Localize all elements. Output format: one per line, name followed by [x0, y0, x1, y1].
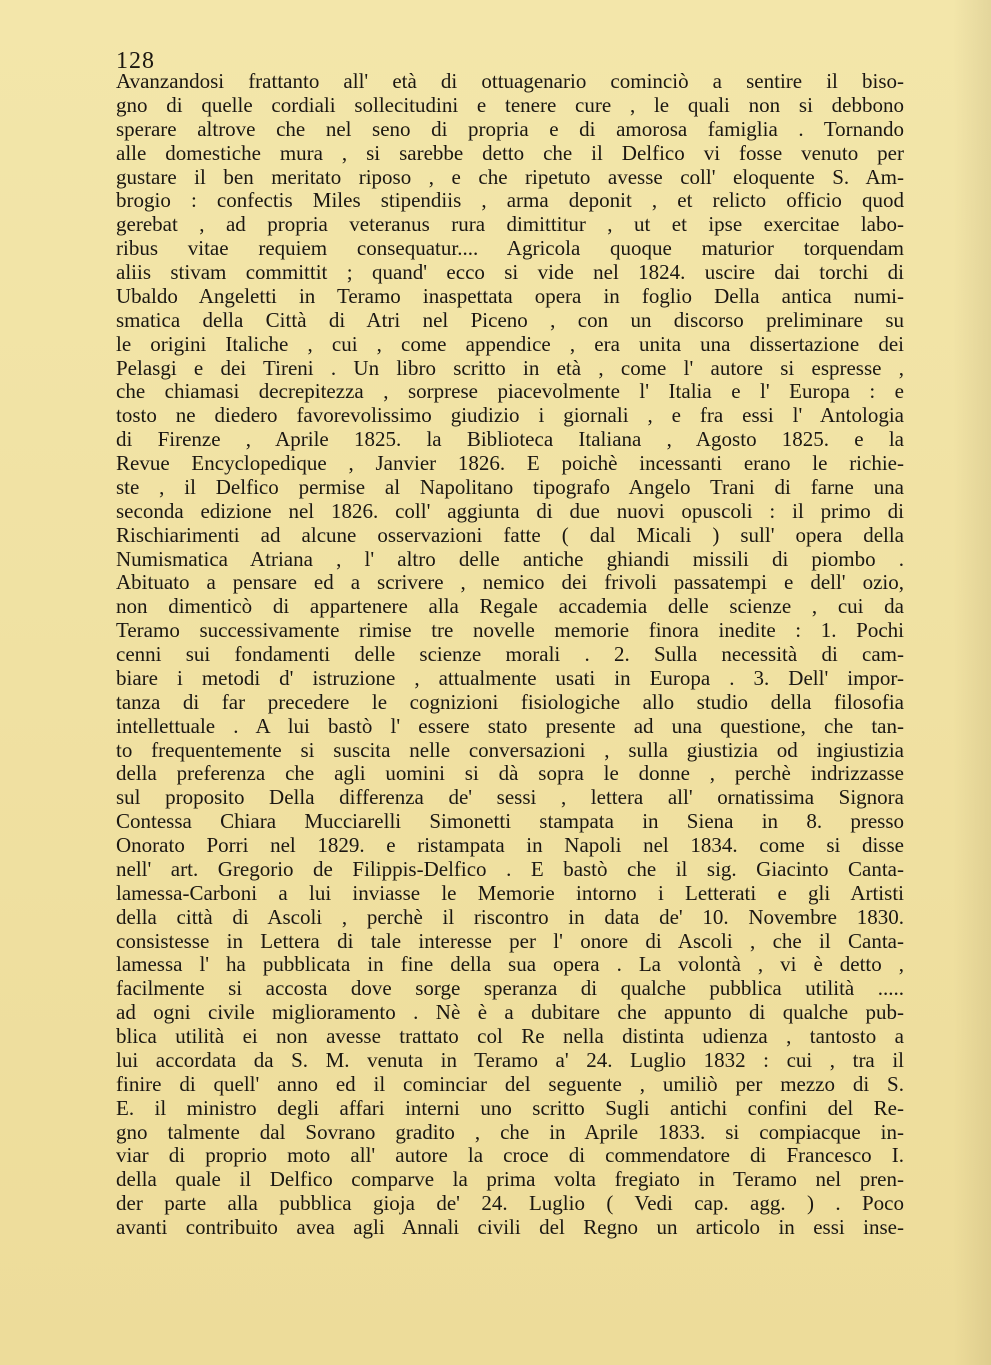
page-number: 128	[116, 48, 155, 74]
text-line: blica utilità ei non avesse trattato col Re nella distinta udienza , tantosto a	[116, 1025, 904, 1048]
text-line: Pelasgi e dei Tireni . Un libro scritto in età , come l' autore si espresse ,	[116, 356, 904, 380]
text-line: ad ogni civile miglioramento . Nè è a dubitare che appunto di qualche pub-	[116, 1001, 904, 1025]
text-line: Abituato a pensare ed a scrivere , nemico dei frivoli passatempi e dell' ozio,	[116, 571, 904, 595]
text-line: della città di Ascoli , perchè il riscontro in data de' 10. Novembre 1830.	[116, 905, 904, 929]
text-line: gno di quelle cordiali sollecitudini e tenere cure , le quali non si debbono	[116, 93, 904, 117]
text-line: Onorato Porri nel 1829. e ristampata in Napoli nel 1834. come si disse	[116, 834, 904, 857]
text-line: finire di quell' anno ed il cominciar del seguente , umiliò per mezzo di S.	[116, 1072, 904, 1096]
text-line: che chiamasi decrepitezza , sorprese piacevolmente l' Italia e l' Europa : e	[116, 380, 904, 404]
text-line: der parte alla pubblica gioja de' 24. Luglio ( Vedi cap. agg. ) . Poco	[116, 1192, 904, 1216]
text-line: lamessa-Carboni a lui inviasse le Memorie intorno i Letterati e gli Artisti	[116, 881, 904, 905]
text-line: gustare il ben meritato riposo , e che ripetuto avesse coll' eloquente S. Am-	[116, 165, 904, 189]
scan-shadow	[953, 0, 991, 1365]
text-line: le origini Italiche , cui , come appendice , era unita una dissertazione dei	[116, 332, 904, 356]
text-line: della preferenza che agli uomini si dà sopra le donne , perchè indrizzasse	[116, 762, 904, 786]
text-line: viar di proprio moto all' autore la croce di commendatore di Francesco I.	[116, 1144, 904, 1168]
body-text	[116, 70, 904, 1240]
text-line: nell' art. Gregorio de Filippis-Delfico . E bastò che il sig. Giacinto Canta-	[116, 857, 904, 881]
text-line: gerebat , ad propria veteranus rura dimittitur , ut et ipse exercitae labo-	[116, 213, 904, 237]
text-line: Ubaldo Angeletti in Teramo inaspettata opera in foglio Della antica numi-	[116, 284, 904, 308]
text-line: to frequentemente si suscita nelle conversazioni , sulla giustizia od ingiustizia	[116, 738, 904, 762]
text-line: facilmente si accosta dove sorge speranza di qualche pubblica utilità .....	[116, 977, 904, 1001]
text-line: smatica della Città di Atri nel Piceno , con un discorso preliminare su	[116, 308, 904, 332]
text-line: sul proposito Della differenza de' sessi , lettera all' ornatissima Signora	[116, 786, 904, 810]
text-line: tosto ne diedero favorevolissimo giudizio i giornali , e fra essi l' Antologia	[116, 404, 904, 428]
text-line: intellettuale . A lui bastò l' essere stato presente ad una questione, che tan-	[116, 714, 904, 738]
text-line: di Firenze , Aprile 1825. la Biblioteca Italiana , Agosto 1825. e la	[116, 428, 904, 452]
text-line: Teramo successivamente rimise tre novelle memorie finora inedite : 1. Pochi	[116, 619, 904, 643]
text-line: lamessa l' ha pubblicata in fine della sua opera . La volontà , vi è detto ,	[116, 953, 904, 977]
text-line: seconda edizione nel 1826. coll' aggiunta di due nuovi opuscoli : il primo di	[116, 499, 904, 523]
text-line: consistesse in Lettera di tale interesse per l' onore di Ascoli , che il Canta-	[116, 929, 904, 953]
text-line: avanti contribuito avea agli Annali civili del Regno un articolo in essi inse-	[116, 1216, 904, 1239]
text-line: Contessa Chiara Mucciarelli Simonetti stampata in Siena in 8. presso	[116, 810, 904, 834]
text-line: alle domestiche mura , si sarebbe detto che il Delfico vi fosse venuto per	[116, 141, 904, 165]
text-line: E. il ministro degli affari interni uno scritto Sugli antichi confini del Re-	[116, 1096, 904, 1120]
text-line: sperare altrove che nel seno di propria e di amorosa famiglia . Tornando	[116, 117, 904, 141]
text-line: tanza di far precedere le cognizioni fisiologiche allo studio della filosofia	[116, 690, 904, 714]
text-line: della quale il Delfico comparve la prima volta fregiato in Teramo nel pren-	[116, 1168, 904, 1192]
text-line: aliis stivam committit ; quand' ecco si vide nel 1824. uscire dai torchi di	[116, 261, 904, 284]
text-line: lui accordata da S. M. venuta in Teramo a' 24. Luglio 1832 : cui , tra il	[116, 1048, 904, 1072]
text-line: cenni sui fondamenti delle scienze morali . 2. Sulla necessità di cam-	[116, 643, 904, 666]
text-line: non dimenticò di appartenere alla Regale accademia delle scienze , cui da	[116, 595, 904, 619]
text-line: gno talmente dal Sovrano gradito , che in Aprile 1833. si compiacque in-	[116, 1120, 904, 1144]
text-line: ste , il Delfico permise al Napolitano tipografo Angelo Trani di farne una	[116, 475, 904, 499]
text-line: Revue Encyclopedique , Janvier 1826. E poichè incessanti erano le richie-	[116, 452, 904, 475]
text-line: Avanzandosi frattanto all' età di ottuagenario cominciò a sentire il biso-	[116, 70, 904, 93]
text-line: Numismatica Atriana , l' altro delle antiche ghiandi missili di piombo .	[116, 547, 904, 571]
text-line: biare i metodi d' istruzione , attualmente usati in Europa . 3. Dell' impor-	[116, 666, 904, 690]
text-line: brogio : confectis Miles stipendiis , arma deponit , et relicto officio quod	[116, 189, 904, 213]
text-line: Rischiarimenti ad alcune osservazioni fatte ( dal Micali ) sull' opera della	[116, 523, 904, 547]
text-line: ribus vitae requiem consequatur.... Agricola quoque maturior torquendam	[116, 237, 904, 261]
